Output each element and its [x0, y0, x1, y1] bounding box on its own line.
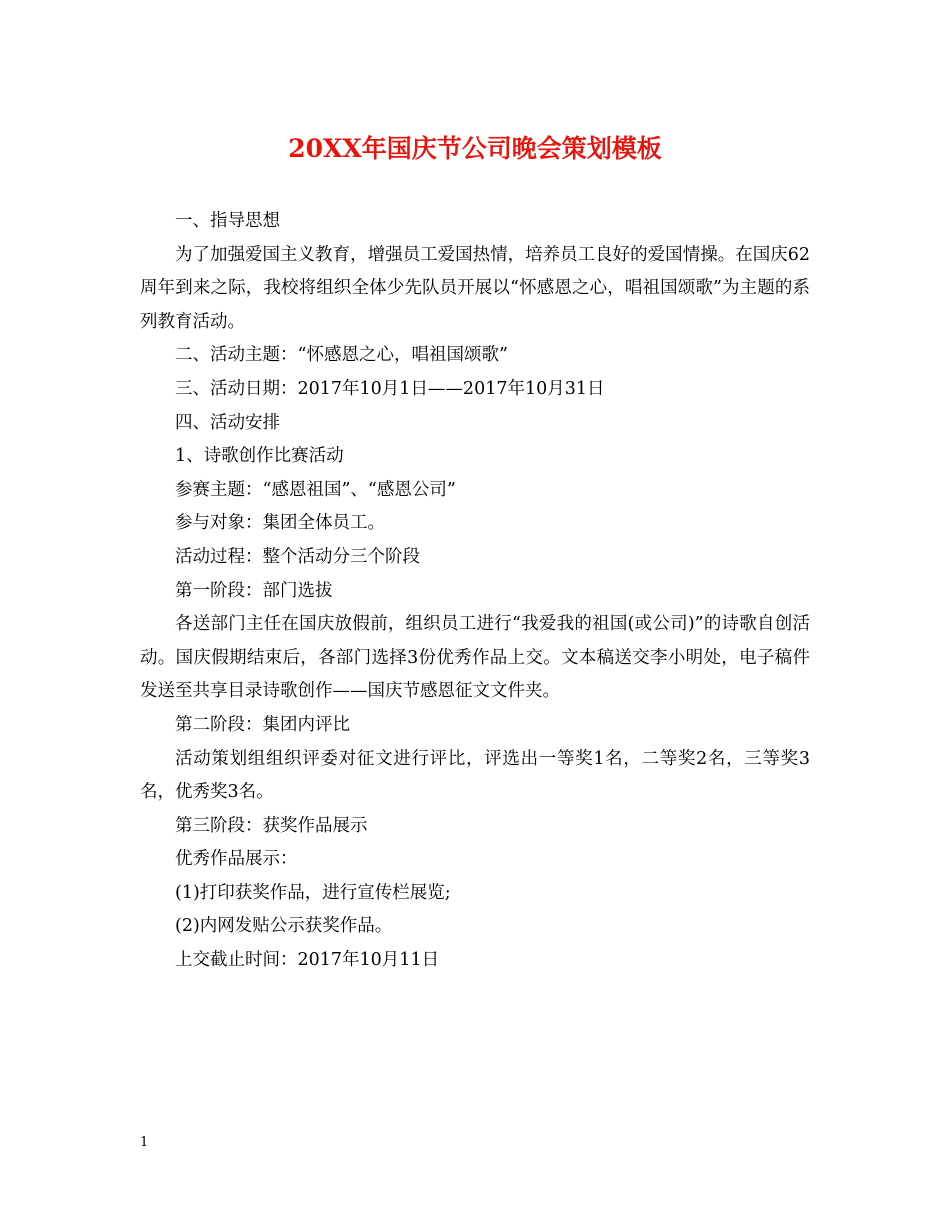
paragraph: 上交截止时间：2017年10月11日 [175, 950, 440, 971]
paragraph: 四、活动安排 [175, 412, 280, 433]
paragraph: 1、诗歌创作比赛活动 [175, 446, 344, 467]
paragraph: 活动策划组组织评委对征文进行评比，评选出一等奖1名，二等奖2名，三等奖3名，优秀奖3名。 [140, 748, 810, 803]
paragraph: 二、活动主题：“怀感恩之心，唱祖国颂歌” [175, 345, 508, 366]
paragraph: 参与对象：集团全体员工。 [175, 513, 385, 534]
paragraph: 优秀作品展示： [175, 849, 298, 870]
paragraph: 第一阶段：部门选拔 [175, 580, 333, 601]
paragraph: 活动过程：整个活动分三个阶段 [175, 546, 420, 567]
paragraph: 各送部门主任在国庆放假前，组织员工进行“我爱我的祖国(或公司)”的诗歌自创活动。国庆假期结束后，各部门选择3份优秀作品上交。文本稿送交李小明处，电子稿件发送至共享目录诗歌创作——国庆节感恩征文文件夹。 [140, 614, 810, 702]
paragraph: 三、活动日期：2017年10月1日——2017年10月31日 [175, 378, 605, 399]
paragraph: 第三阶段：获奖作品展示 [175, 815, 368, 836]
document-body [140, 205, 810, 978]
page-number: 1 [140, 1135, 149, 1150]
paragraph: (2)内网发贴公示获奖作品。 [175, 916, 393, 937]
paragraph: (1)打印获奖作品，进行宣传栏展览; [175, 882, 451, 903]
paragraph: 为了加强爱国主义教育，增强员工爱国热情，培养员工良好的爱国情操。在国庆62周年到来之际，我校将组织全体少先队员开展以“怀感恩之心，唱祖国颂歌”为主题的系列教育活动。 [140, 244, 810, 332]
paragraph: 第二阶段：集团内评比 [175, 714, 350, 735]
document-title: 20XX年国庆节公司晚会策划模板 [288, 134, 662, 163]
paragraph: 参赛主题：“感恩祖国”、“感恩公司” [175, 479, 456, 500]
paragraph: 一、指导思想 [175, 211, 280, 231]
